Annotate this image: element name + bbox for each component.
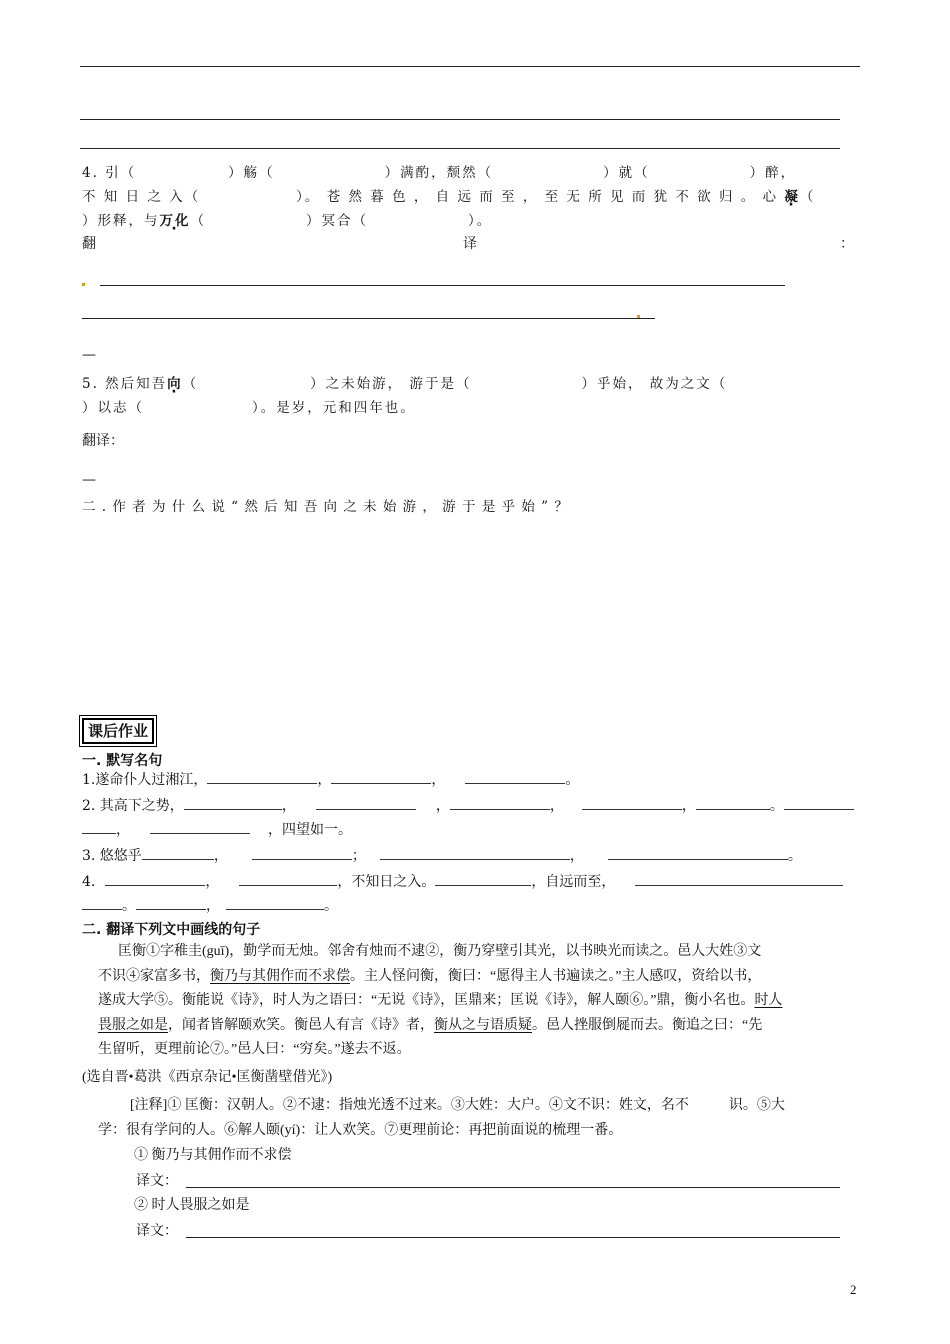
recite-row-1: 1.遂命仆人过湘江， ， ， 。 [82,768,579,792]
mark-dot [82,283,85,286]
passage-line: 不识④家富多书，衡乃与其佣作而不求偿。主人怪问衡，衡曰：“愿得主人书遍读之。”主人感叹，资给以书， [98,968,762,984]
q5-line1: 5. 然后知吾向（ ）之未始游， 游于是（ ）乎始， 故为之文（ [82,376,728,392]
recite-row-2: 2. 其高下之势， ， ， ， ， 。 [82,794,854,818]
answer-line [100,285,785,286]
passage [98,940,868,1063]
q4-translate-label: 翻 [82,236,96,252]
q5-line2: ）以志（ ）。是岁，元和四年也。 [82,400,416,416]
page-number: 2 [850,1282,857,1297]
section-two-title: 二. 翻译下列文中画线的句子 [82,922,261,938]
recite-row-4b: 。 ， 。 [82,894,338,918]
q5-translate: 翻译： [82,433,124,449]
passage-line: 遂成大学⑤。衡能说《诗》，时人为之语曰：“无说《诗》，匡鼎来；匡说《诗》，解人颐⑥。”鼎，衡小名也。时人 [98,993,783,1008]
q4-line1: 4. 引（ ）觞（ ）满酌，颓然（ ）就（ ）醉， [82,165,797,181]
notes-line-1: [注释]① 匡衡：汉朝人。②不逮：指烛光透不过来。③大姓：大户。④文不识：姓文，名不 识。⑤大 [130,1098,785,1113]
answer-line [82,318,655,319]
q4-translate-colon: ： [840,236,854,252]
source: (选自晋•葛洪《西京杂记•匡衡凿壁借光》) [82,1070,333,1085]
answer-line [80,148,840,149]
homework-title: 课后作业 [82,720,154,741]
notes-line-2: 学：很有学问的人。⑥解人颐(yí)：让人欢笑。⑦更理前论：再把前面说的梳理一番。 [98,1123,623,1138]
item-2: ② 时人畏服之如是 [134,1198,250,1213]
question-two: 二 . 作 者 为 什 么 说 “ 然 后 知 吾 向 之 未 始 游 ， 游 于 是 乎 始 ” ？ [82,499,569,515]
recite-row-2b: ， ，四望如一。 [82,818,352,842]
q4-line3: ）形释，与万化（ ）冥合（ ）。 [82,213,493,229]
dash: — [82,347,96,363]
item-1: ① 衡乃与其佣作而不求偿 [134,1148,292,1163]
answer-line [80,66,860,67]
recite-row-3: 3. 悠悠乎 ， ； ， 。 [82,844,802,868]
q4-line2: 不 知 日 之 入（ ）。 苍 然 暮 色 ， 自 远 而 至 ， 至 无 所 见 而 犹 不 欲 归 。 心 凝（ [82,189,816,205]
recite-row-4: 4. ， ，不知日之入。 ，自远而至， [82,870,843,894]
answer-line [80,119,840,120]
answer-line [186,1237,840,1238]
item-2-translate: 译文： [136,1224,178,1239]
section-one-title: 一. 默写名句 [82,753,163,769]
mark-dot [637,315,640,318]
q4-translate-label: 译 [463,236,477,252]
item-1-translate: 译文： [136,1174,178,1189]
dash: — [82,472,96,488]
passage-line: 生留听，更理前论⑦。”邑人曰：“穷矣。”遂去不返。 [98,1042,411,1057]
passage-line: 畏服之如是，闻者皆解颐欢笑。衡邑人有言《诗》者，衡从之与语质疑。邑人挫服倒屣而去。衡追之曰：“先 [98,1017,763,1033]
answer-line [186,1187,840,1188]
passage-line: 匡衡①字稚圭(guī)，勤学而无烛。邻舍有烛而不逮②，衡乃穿壁引其光，以书映光而读之。邑人大姓③文 [118,944,762,959]
